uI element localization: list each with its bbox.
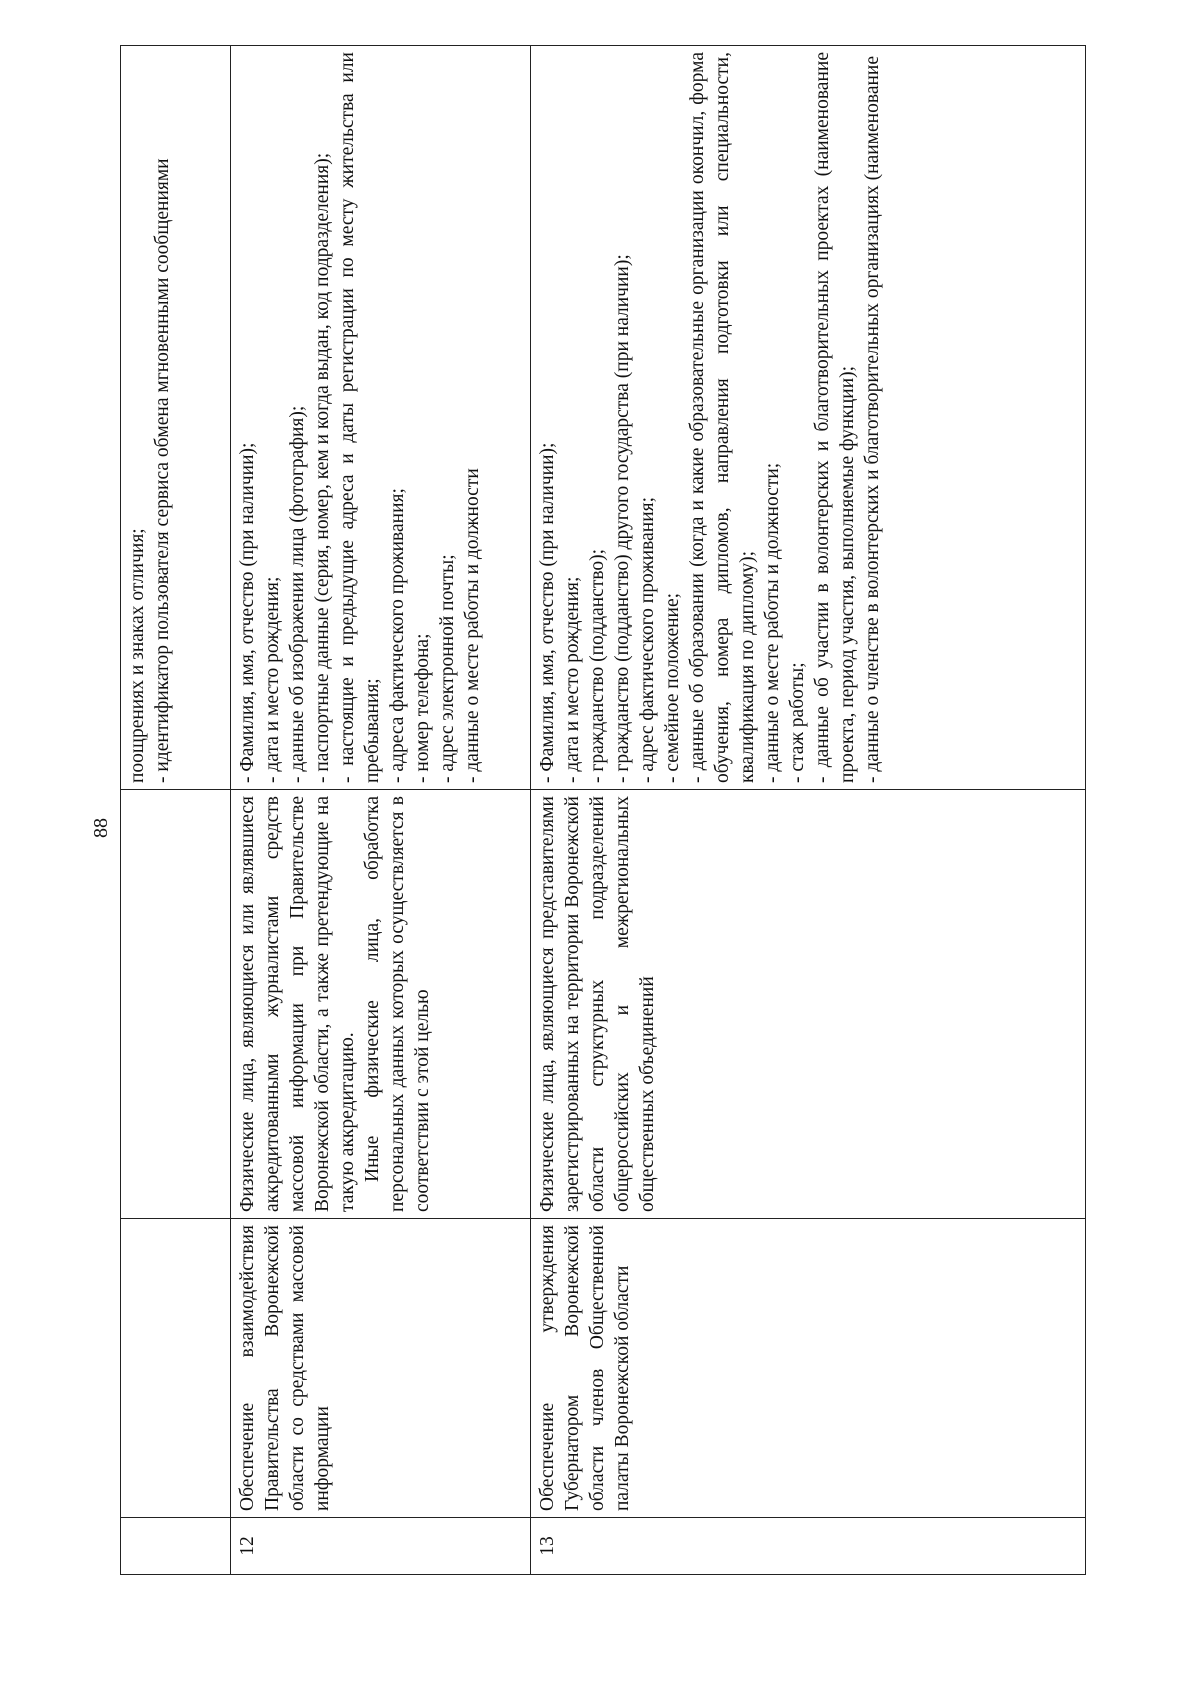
data-item: - идентификатор пользователя сервиса обмена мгновенными сообщениями xyxy=(152,158,173,783)
purpose-cell xyxy=(121,1219,231,1518)
row-number-cell: 12 xyxy=(231,1518,531,1575)
data-item: - семейное положение; xyxy=(662,592,683,783)
data-item: - данные о месте работы и должности; xyxy=(762,462,783,783)
subjects-cell xyxy=(121,790,231,1219)
row-number-cell xyxy=(121,1518,231,1575)
data-item: - адреса фактического проживания; xyxy=(387,488,408,783)
data-item: - номер телефона; xyxy=(412,633,433,783)
data-item: поощрениях и знаках отличия; xyxy=(127,528,148,783)
data-item: - паспортные данные (серия, номер, кем и когда выдан, код подразделения); xyxy=(312,152,333,783)
data-item: - данные об участии в волонтерских и благотворительных проектах (наименование проекта, период участия, выполняемые функции); xyxy=(812,52,858,783)
purpose-cell: Обеспечение взаимодействия Правительства Воронежской области со средствами массовой информации xyxy=(231,1219,531,1518)
purpose-cell: Обеспечение утверждения Губернатором Воронежской области членов Общественной палаты Воронежской области xyxy=(531,1219,1086,1518)
data-item: - данные о членстве в волонтерских и благотворительных организациях (наименование xyxy=(862,56,883,783)
data-item: - адрес фактического проживания; xyxy=(637,496,658,783)
data-item: - данные о месте работы и должности xyxy=(462,468,483,783)
subject-paragraph: Физические лица, являющиеся представителями зарегистрированных на территории Воронежской области структурных подразделений общероссийских и межрегиональных общественных объединений xyxy=(537,796,658,1212)
data-item: - настоящие и предыдущие адреса и даты регистрации по месту жительства или пребывания; xyxy=(337,52,383,783)
data-item: - гражданство (подданство) другого государства (при наличии); xyxy=(612,254,633,783)
page-number: 88 xyxy=(90,818,112,838)
data-item: - адрес электронной почты; xyxy=(437,554,458,783)
subjects-cell xyxy=(231,790,531,1219)
data-item: - Фамилия, имя, отчество (при наличии); xyxy=(537,442,558,783)
data-item: - данные об изображении лица (фотография); xyxy=(287,405,308,783)
rotated-table-wrapper xyxy=(120,45,1085,1575)
subjects-cell xyxy=(531,790,1086,1219)
data-item: - дата и место рождения; xyxy=(562,576,583,783)
data-items-cell xyxy=(531,46,1086,790)
data-item: - стаж работы; xyxy=(787,662,808,783)
row-number-cell: 13 xyxy=(531,1518,1086,1575)
data-item: - гражданство (подданство); xyxy=(587,548,608,783)
data-items-cell xyxy=(121,46,231,790)
data-item: - Фамилия, имя, отчество (при наличии); xyxy=(237,442,258,783)
table-row xyxy=(231,46,531,1575)
subject-paragraph: Иные физические лица, обработка персональных данных которых осуществляется в соответствии с этой целью xyxy=(362,796,433,1212)
subject-paragraph: Физические лица, являющиеся или являвшиеся аккредитованными журналистами средств массовой информации при Правительстве Воронежской области, а также претендующие на такую аккредитацию. xyxy=(237,796,358,1212)
table-row xyxy=(531,46,1086,1575)
data-items-cell xyxy=(231,46,531,790)
table-row xyxy=(121,46,231,1575)
personal-data-table xyxy=(120,45,1086,1575)
data-item: - дата и место рождения; xyxy=(262,576,283,783)
data-item: - данные об образовании (когда и какие образовательные организации окончил, форма обучения, номера дипломов, направления подготовки или специальности, квалификация по диплому); xyxy=(687,52,758,783)
